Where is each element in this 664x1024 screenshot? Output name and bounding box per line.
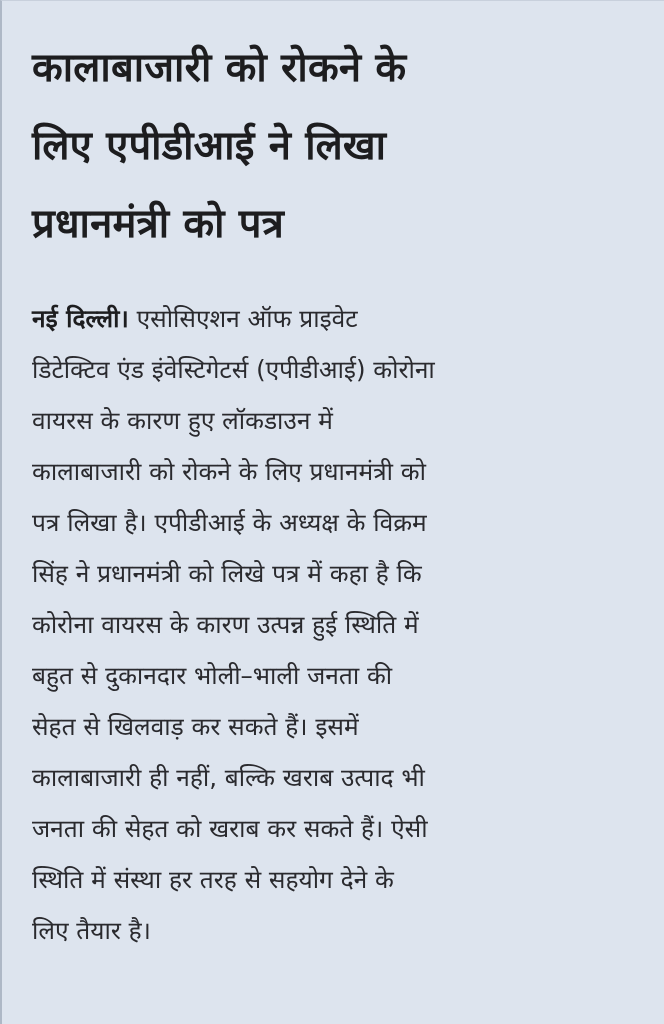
body-line-7: कोरोना वायरस के कारण उत्पन्न हुई स्थिति में xyxy=(32,610,419,639)
body-line-9: सेहत से खिलवाड़ कर सकते हैं। इसमें xyxy=(32,712,359,741)
headline-line-2: लिए एपीडीआई ने लिखा xyxy=(32,123,387,169)
headline-line-3: प्रधानमंत्री को पत्र xyxy=(32,201,285,247)
body-line-12: स्थिति में संस्था हर तरह से सहयोग देने के xyxy=(32,865,394,894)
body-line-10: कालाबाजारी ही नहीं, बल्कि खराब उत्पाद भी xyxy=(32,763,425,792)
body-line-6: सिंह ने प्रधानमंत्री को लिखे पत्र में कहा है कि xyxy=(32,559,422,588)
article-body xyxy=(32,293,647,956)
body-line-5: पत्र लिखा है। एपीडीआई के अध्यक्ष के विक्रम xyxy=(32,508,427,537)
body-line-13: लिए तैयार है। xyxy=(32,916,151,945)
body-line-1 xyxy=(32,293,647,344)
body-line-4: कालाबाजारी को रोकने के लिए प्रधानमंत्री को xyxy=(32,457,426,486)
dateline: नई दिल्ली। xyxy=(32,304,129,333)
body-line-2: डिटेक्टिव एंड इंवेस्टिगेटर्स (एपीडीआई) कोरोना xyxy=(32,355,435,384)
body-line-1-text: एसोसिएशन ऑफ प्राइवेट xyxy=(128,304,358,333)
body-line-8: बहुत से दुकानदार भोली–भाली जनता की xyxy=(32,661,393,690)
body-line-11: जनता की सेहत को खराब कर सकते हैं। ऐसी xyxy=(32,814,428,843)
body-line-3: वायरस के कारण हुए लॉकडाउन में xyxy=(32,406,333,435)
headline-line-1: कालाबाजारी को रोकने के xyxy=(32,45,407,91)
article-headline xyxy=(32,29,652,263)
